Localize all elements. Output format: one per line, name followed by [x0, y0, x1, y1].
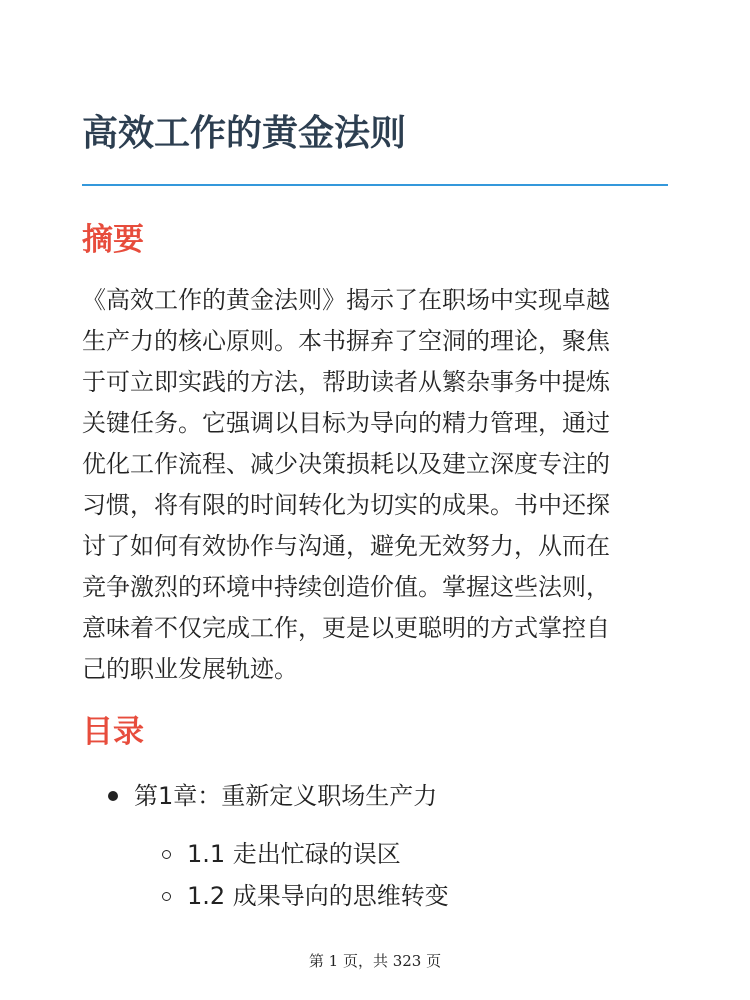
- bullet-circle-icon: [162, 850, 171, 859]
- summary-heading: 摘要: [82, 222, 144, 258]
- toc-chapter-item[interactable]: [108, 778, 437, 814]
- summary-line: 于可立即实践的方法，帮助读者从繁杂事务中提炼: [82, 368, 610, 396]
- toc-chapter-label: 第1章：重新定义职场生产力: [134, 782, 438, 810]
- bullet-circle-icon: [162, 892, 171, 901]
- summary-line: 意味着不仅完成工作，更是以更聪明的方式掌控自: [82, 614, 610, 642]
- summary-line: 讨了如何有效协作与沟通，避免无效努力，从而在: [82, 532, 610, 560]
- summary-line: 己的职业发展轨迹。: [82, 655, 298, 683]
- summary-line: 优化工作流程、减少决策损耗以及建立深度专注的: [82, 450, 610, 478]
- summary-line: 竞争激烈的环境中持续创造价值。掌握这些法则，: [82, 573, 610, 601]
- page-title: 高效工作的黄金法则: [82, 113, 407, 154]
- summary-paragraph: [82, 280, 672, 690]
- page-number-footer: 第 1 页，共 323 页: [308, 952, 442, 970]
- summary-line: 习惯，将有限的时间转化为切实的成果。书中还探: [82, 491, 610, 519]
- toc-section-label: 1.2 成果导向的思维转变: [187, 882, 449, 910]
- toc-section-item[interactable]: [162, 878, 449, 914]
- summary-line: 《高效工作的黄金法则》揭示了在职场中实现卓越: [82, 286, 610, 314]
- toc-heading: 目录: [82, 714, 144, 750]
- toc-section-item[interactable]: [162, 836, 401, 872]
- summary-line: 关键任务。它强调以目标为导向的精力管理，通过: [82, 409, 610, 437]
- title-divider: [82, 184, 668, 186]
- summary-line: 生产力的核心原则。本书摒弃了空洞的理论，聚焦: [82, 327, 610, 355]
- toc-section-label: 1.1 走出忙碌的误区: [187, 840, 401, 868]
- bullet-disc-icon: [108, 791, 118, 801]
